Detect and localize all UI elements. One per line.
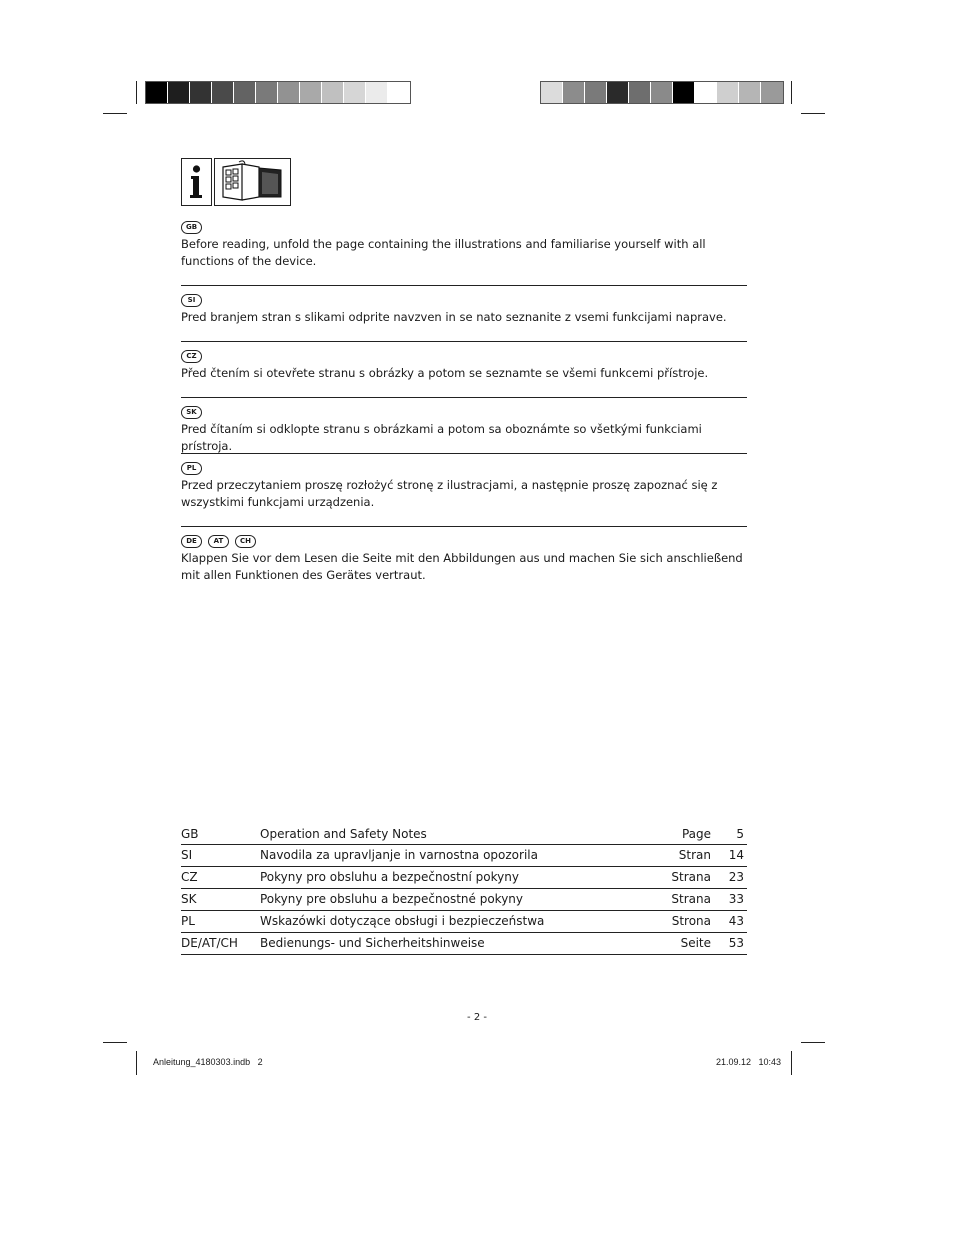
language-badge: PL (181, 462, 202, 475)
divider (181, 453, 747, 454)
crop-mark (136, 81, 137, 104)
unfold-pages-icon (214, 158, 291, 206)
section-text: Przed przeczytaniem proszę rozłożyć stronę z ilustracjami, a następnie proszę zapoznać się z wszystkimi funkcjami urządzenia. (181, 478, 718, 509)
color-swatch (739, 82, 761, 103)
color-swatch (278, 82, 300, 103)
toc-page-number: 33 (728, 892, 744, 906)
footer-date: 21.09.12 10:43 (716, 1057, 782, 1067)
divider (181, 341, 747, 342)
language-section-sk (181, 406, 747, 455)
color-swatch (651, 82, 673, 103)
toc-title: Pokyny pre obsluhu a bezpečnostné pokyny (260, 892, 524, 906)
language-badge: AT (208, 535, 229, 548)
toc-language-code: SK (181, 892, 197, 906)
crop-mark (801, 113, 825, 114)
color-swatch (146, 82, 168, 103)
color-swatch (190, 82, 212, 103)
toc-row (181, 911, 747, 933)
section-text: Pred čítaním si odklopte stranu s obrázkami a potom sa oboznámte so všetkými funkciami prístroja. (181, 422, 702, 453)
language-badge: CZ (181, 350, 202, 363)
color-swatch (366, 82, 388, 103)
toc-page-label: Strana (671, 892, 711, 906)
info-icon (181, 158, 212, 206)
toc-title: Operation and Safety Notes (260, 827, 427, 841)
color-swatch (322, 82, 344, 103)
toc-title: Bedienungs- und Sicherheitshinweise (260, 936, 485, 950)
toc-language-code: PL (181, 914, 195, 928)
toc-title: Wskazówki dotyczące obsługi i bezpieczeństwa (260, 914, 545, 928)
color-swatch (717, 82, 739, 103)
table-of-contents (181, 824, 747, 955)
color-swatch (563, 82, 585, 103)
toc-page-label: Page (681, 827, 711, 841)
color-swatch (695, 82, 717, 103)
section-text: Klappen Sie vor dem Lesen die Seite mit den Abbildungen aus und machen Sie sich anschließend mit allen Funktionen des Gerätes vertraut. (181, 551, 743, 582)
toc-language-code: SI (181, 848, 193, 862)
color-swatch (673, 82, 695, 103)
crop-mark (136, 1051, 137, 1075)
language-badges (181, 221, 747, 234)
toc-row (181, 889, 747, 911)
language-badge: GB (181, 221, 202, 234)
divider (181, 397, 747, 398)
toc-row (181, 845, 747, 867)
language-section-cz (181, 350, 747, 382)
color-swatch (234, 82, 256, 103)
toc-title: Pokyny pro obsluhu a bezpečnostní pokyny (260, 870, 519, 884)
crop-mark (791, 81, 792, 104)
toc-row (181, 824, 747, 845)
crop-mark (791, 1051, 792, 1075)
crop-mark (103, 1042, 127, 1043)
toc-page-number: 23 (728, 870, 744, 884)
language-badge: SI (181, 294, 202, 307)
color-calibration-bar-left (145, 81, 411, 104)
language-badge: SK (181, 406, 202, 419)
toc-language-code: GB (181, 827, 199, 841)
toc-page-number: 14 (728, 848, 744, 862)
toc-page-label: Stran (678, 848, 711, 862)
toc-row (181, 867, 747, 889)
language-badges (181, 535, 747, 548)
page-number: - 2 - (467, 1012, 487, 1023)
language-badges (181, 406, 747, 419)
section-text: Before reading, unfold the page containing the illustrations and familiarise yourself with all functions of the device. (181, 237, 706, 268)
crop-mark (103, 113, 127, 114)
color-swatch (607, 82, 629, 103)
crop-mark (801, 1042, 825, 1043)
color-calibration-bar-right (540, 81, 784, 104)
language-section-de-at-ch (181, 535, 747, 584)
divider (181, 285, 747, 286)
toc-page-number: 43 (728, 914, 744, 928)
toc-page-label: Strona (671, 914, 711, 928)
language-badges (181, 294, 747, 307)
divider (181, 526, 747, 527)
toc-language-code: DE/AT/CH (181, 936, 238, 950)
toc-page-label: Seite (680, 936, 711, 950)
section-text: Před čtením si otevřete stranu s obrázky a potom se seznamte se všemi funkcemi přístroje. (181, 366, 709, 380)
color-swatch (541, 82, 563, 103)
color-swatch (300, 82, 322, 103)
color-swatch (168, 82, 190, 103)
color-swatch (629, 82, 651, 103)
language-badge: DE (181, 535, 202, 548)
section-text: Pred branjem stran s slikami odprite navzven in se nato seznanite z vsemi funkcijami naprave. (181, 310, 727, 324)
language-section-gb (181, 221, 747, 270)
color-swatch (585, 82, 607, 103)
language-badges (181, 350, 747, 363)
language-section-si (181, 294, 747, 326)
color-swatch (388, 82, 410, 103)
toc-language-code: CZ (181, 870, 198, 884)
language-badges (181, 462, 747, 475)
toc-page-label: Strana (671, 870, 711, 884)
color-swatch (212, 82, 234, 103)
language-badge: CH (235, 535, 256, 548)
color-swatch (761, 82, 783, 103)
color-swatch (256, 82, 278, 103)
toc-page-number: 53 (728, 936, 744, 950)
toc-row (181, 933, 747, 955)
language-section-pl (181, 462, 747, 511)
toc-page-number: 5 (736, 827, 744, 841)
color-swatch (344, 82, 366, 103)
toc-title: Navodila za upravljanje in varnostna opozorila (260, 848, 538, 862)
footer-file-name: Anleitung_4180303.indb 2 (153, 1057, 263, 1067)
